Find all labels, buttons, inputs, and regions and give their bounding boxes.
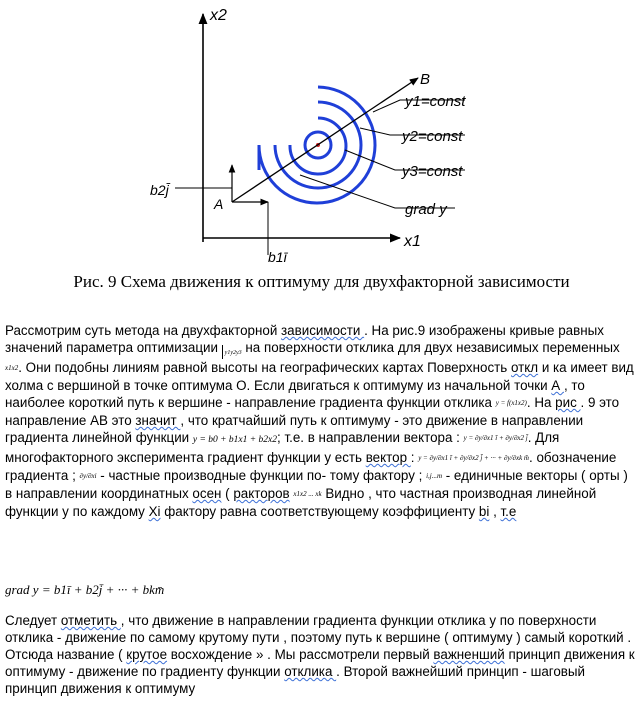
text-run: Xi	[148, 504, 161, 519]
optimum-scheme-figure	[0, 0, 643, 300]
text-run: . Они подобны линиям равной высоты на географических картах Поверхность	[18, 360, 511, 375]
text-run: на поверхности отклика для двух независимых переменных	[241, 340, 620, 355]
formula-y-values: y1y2y3	[222, 345, 242, 359]
paragraph-steepest-ascent	[5, 612, 635, 697]
text-run: . На	[526, 395, 556, 410]
text-run: , что движение в направлении градиента функции отклика у по поверхности отклика - движение по самому крутому пути , поэтому путь к вершине ( оптимуму ) самый короткий . Отсюда название (	[5, 613, 632, 662]
formula-x-variables: x1x2	[5, 364, 19, 372]
text-run: . Для многофакторного эксперимента градиент функции у есть	[5, 430, 560, 465]
text-run: зависимости	[281, 323, 365, 338]
text-run: . На рис.9 изображены кривые равных значений параметра оптимизации	[5, 323, 604, 355]
text-run: отклика	[284, 664, 337, 679]
text-run: т.е	[500, 504, 517, 519]
text-run: . 9 это направление АВ это	[5, 395, 620, 428]
text-run: важненший	[433, 647, 505, 662]
label-leader-lines	[300, 100, 465, 208]
text-run: :	[410, 450, 419, 465]
b1i-label: b1ī	[268, 249, 287, 265]
text-run: ,	[489, 504, 501, 519]
text-run: - частные производные функции по- тому фактору ;	[96, 468, 427, 483]
text-run: , то наиболее короткий путь к вершине - направление градиента функции отклика	[5, 378, 585, 410]
figure-caption: Рис. 9 Схема движения к оптимуму для двухфакторной зависимости	[73, 272, 570, 291]
text-run: , что кратчайший путь к оптимуму - это движение в направлении градиента линейной функции	[5, 413, 584, 445]
text-run: Рассмотрим суть метода на двухфакторной	[5, 323, 282, 338]
formula-linear-function: y = b0 + b1x1 + b2x2	[192, 435, 278, 445]
text-run: фактору равна соответствующему коэффициенту	[160, 504, 479, 519]
text-run: рис	[555, 395, 581, 410]
text-run: крутое	[126, 647, 168, 662]
text-run: откл	[511, 360, 539, 375]
text-run: - единичные векторы ( орты ) в направлении координатных	[5, 468, 628, 501]
text-run: осен	[192, 486, 222, 501]
text-run: вектор	[365, 450, 411, 465]
text-run: отметить	[60, 613, 121, 628]
text-run: принцип движения к оптимуму - движение по градиенту функции	[5, 647, 635, 679]
formula-partial-derivative: ∂y/∂xi	[79, 472, 97, 480]
gradient-formula: grad y = b1ī + b2j̄ + ··· + bkm̄	[5, 582, 165, 597]
point-A-label: A	[214, 196, 224, 212]
text-run: Следует	[5, 613, 61, 628]
point-B-label: B	[420, 71, 431, 88]
text-run: восхождение » . Мы рассмотрели первый	[167, 647, 434, 662]
x1-axis-label: x1	[404, 233, 421, 250]
formula-response-function: y = f(x1x2)	[495, 399, 527, 407]
formula-gradient-nd: y = ∂y/∂x1 ī + ∂y/∂x2 j̄ + ··· + ∂y/∂xk m̄	[418, 454, 529, 462]
formula-unit-vectors: i,j...m	[426, 472, 443, 480]
paragraph-method-description	[5, 322, 635, 520]
formula-gradient-2d: y = ∂y/∂x1 ī + ∂y/∂x2 j̄	[463, 434, 528, 442]
formula-factors: x1x2 ... xk	[293, 490, 322, 498]
y2-const-label: y2=const	[402, 128, 463, 145]
text-run: ракторов	[233, 486, 290, 501]
text-run: bi	[478, 504, 490, 519]
text-run: Видно , что частная производная линейной функции у по каждому	[5, 486, 597, 519]
text-run: ; т.е. в направлении вектора :	[277, 430, 464, 445]
y3-const-label: y3=const	[402, 163, 463, 180]
text-run: (	[221, 486, 234, 501]
grad-y-label: grad y	[405, 201, 447, 218]
text-run: и ка имеет вид холма с вершиной в точке оптимума О. Если двигаться к оптимуму из начальной точки	[5, 360, 634, 393]
text-run: . Второй важнейший принцип - шаговый принцип движения к оптимуму	[5, 664, 586, 696]
text-run: значит	[135, 413, 181, 428]
b2j-label: b2j̄	[150, 182, 169, 198]
y1-const-label: y1=const	[405, 93, 466, 110]
text-run: А	[551, 378, 564, 393]
x2-axis-label: x2	[210, 7, 227, 24]
text-run: . обозначение градиента ;	[5, 450, 617, 483]
